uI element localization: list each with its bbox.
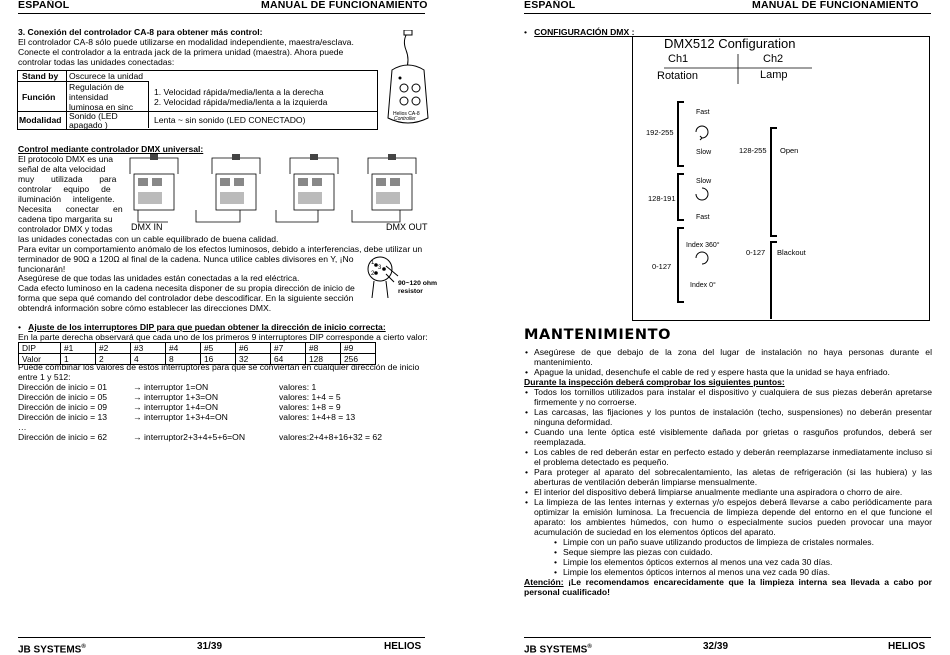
maintenance-bullet: • Apague la unidad, desenchufe el cable de red y espere hasta que la unidad se haya enfriado. — [524, 367, 932, 377]
maintenance-bullet: • Asegúrese de que debajo de la zona del lugar de instalación no haya personas durante el mantenimiento. — [524, 347, 932, 367]
chart-range1: 192-255 — [646, 128, 674, 137]
dip-combine-line2: entre 1 y 512: — [18, 372, 71, 382]
dip-section-title: Ajuste de los interruptores DIP para que puedan obtener la dirección de inicio correcta: — [28, 322, 386, 332]
address-values: valores: 1+8 = 9 — [279, 402, 341, 412]
chart-lamp-range1: 128-255 — [739, 146, 767, 155]
controller-label2: Controller — [394, 116, 416, 122]
cleaning-sub-bullet: • Limpie los elementos ópticos externos al menos una vez cada 30 días. — [554, 557, 932, 567]
address-label: … — [18, 422, 27, 432]
right-footer-model: HELIOS — [888, 641, 926, 652]
left-footer-page: 31/39 — [197, 641, 223, 652]
left-header-rule — [18, 13, 425, 14]
address-values: valores: 1 — [279, 382, 317, 392]
address-label: Dirección de inicio = 01 — [18, 382, 108, 392]
right-header-title: MANUAL DE FUNCIONAMIENTO — [752, 0, 919, 11]
dip-value-cell: 4 — [131, 354, 166, 365]
dmx-para2: Para evitar un comportamiento anómalo de los efectos luminosos, debido a interferencias, debe utilizar un — [18, 244, 423, 254]
cleaning-sub-bullet: • Limpie los elementos ópticos internos al menos una vez cada 90 días. — [554, 567, 932, 577]
dip-header-cell: #6 — [236, 343, 271, 354]
left-footer-brand: JB SYSTEMS® — [18, 644, 86, 655]
address-values: valores: 1+4 = 5 — [279, 392, 341, 402]
modalidad-label: Modalidad — [19, 115, 62, 125]
chart-ch1-func: Rotation — [657, 70, 698, 82]
address-label: Dirección de inicio = 09 — [18, 402, 108, 412]
dmx-para1: las unidades conectadas con un cable equilibrado de buena calidad. — [18, 234, 279, 244]
dip-header-cell: #8 — [306, 343, 341, 354]
modalidad-desc2: apagado ) — [69, 120, 108, 130]
dmx-intro-line: iluminación inteligente. — [18, 194, 115, 204]
chart-range3: 0-127 — [652, 262, 672, 271]
dmx-intro-line: muy utilizada para — [18, 174, 117, 184]
maintenance-body — [524, 347, 932, 597]
config-title: CONFIGURACIÓN DMX : — [534, 27, 635, 37]
chart-index360: Index 360° — [686, 242, 720, 249]
dmx-section-title: Control mediante controlador DMX universal: — [18, 144, 204, 154]
dmx-intro-line: El protocolo DMX es una — [18, 154, 114, 164]
maintenance-title: MANTENIMIENTO — [524, 327, 671, 343]
left-header-lang: ESPAÑOL — [18, 0, 70, 11]
address-values: valores:2+4+8+16+32 = 62 — [279, 432, 382, 442]
modalidad-value: Lenta ~ sin sonido (LED CONECTADO) — [154, 115, 306, 125]
address-label: Dirección de inicio = 62 — [18, 432, 108, 442]
right-footer-brand: JB SYSTEMS® — [524, 644, 592, 655]
address-switch: interruptor 1+3+4=ON — [144, 412, 228, 422]
dip-header-cell: #3 — [131, 343, 166, 354]
left-footer-model: HELIOS — [384, 641, 422, 652]
fixture-unit — [130, 154, 178, 210]
cleaning-sub-bullet: • Seque siempre las piezas con cuidado. — [554, 547, 932, 557]
xlr-pin3: 3 — [378, 265, 382, 271]
dip-bullet: • — [18, 322, 29, 332]
chart-range2: 128-191 — [648, 194, 676, 203]
xlr-pin1: 1 — [371, 260, 375, 266]
dmx-intro-line: controlador DMX y todas — [18, 224, 113, 234]
arrow-icon: → — [133, 382, 142, 392]
inspection-bullet: • El interior del dispositivo deberá limpiarse anualmente mediante una aspiradora o chorro de aire. — [524, 487, 932, 497]
dip-header-cell: #2 — [96, 343, 131, 354]
inspection-bullet: • Las carcasas, las fijaciones y los puntos de instalación (techo, suspensiones) no deberán presentar ninguna deformidad. — [524, 407, 932, 427]
dmx-para3: terminador de 90Ω a 120Ω al final de la cadena. Nunca utilice cables divisores en Y, ¡No — [18, 254, 354, 264]
chart-ch2-func: Lamp — [760, 69, 788, 81]
left-header-title: MANUAL DE FUNCIONAMIENTO — [261, 0, 428, 11]
chart-lamp-range2: 0-127 — [746, 248, 766, 257]
dip-value-cell: Valor — [19, 354, 61, 365]
right-header-rule — [524, 13, 931, 14]
fixture-unit — [368, 154, 416, 210]
dip-value-cell: 1 — [61, 354, 96, 365]
fixture-unit — [290, 154, 338, 210]
arrow-icon: → — [133, 412, 142, 422]
xlr-terminator-illustration — [364, 252, 402, 302]
controller-label1: Helios CA-8 — [393, 111, 420, 117]
attention-note: Atención: ¡Le recomendamos encarecidamente que la limpieza interna sea llevada a cabo por personal cualificado! — [524, 577, 932, 597]
dip-value-cell: 8 — [166, 354, 201, 365]
inspection-bullet: • La limpieza de las lentes internas y externas y/o espejos deberá llevarse a cabo periódicamente para optimizar la emisión luminosa. La frecuencia de limpieza depende del entorno en el que funcione el aparato: los ambientes húmedos, con humo o especialmente sucios pueden provocar una mayor acumulación de suciedad en los elementos ópticos del aparato. — [524, 497, 932, 537]
dip-value-cell: 128 — [306, 354, 341, 365]
standby-value: Oscurece la unidad — [69, 71, 144, 81]
dmx-in-label: DMX IN — [131, 222, 163, 232]
funcion-desc3: luminosa en sinc — [69, 102, 134, 112]
arrow-icon: → — [133, 392, 142, 402]
standby-label: Stand by — [22, 71, 59, 81]
dip-section-title-row — [18, 322, 386, 332]
arrow-icon: → — [133, 432, 142, 442]
resistor-label2: resistor — [398, 288, 423, 295]
address-values: valores: 1+4+8 = 13 — [279, 412, 356, 422]
inspection-bullet: • Los cables de red deberán estar en perfecto estado y deberán reemplazarse inmediatamente incluso si el problema detectado es pequeño. — [524, 447, 932, 467]
dip-combine-line1: Puede combinar los valores de estos interruptores para que se conviertan en cualquier dirección de inicio — [18, 362, 420, 372]
modalidad-desc1: Sonido (LED — [69, 111, 118, 121]
chart-fast: Fast — [696, 109, 710, 116]
right-header-lang: ESPAÑOL — [524, 0, 576, 11]
dmx-intro-text — [18, 154, 123, 234]
address-label: Dirección de inicio = 13 — [18, 412, 108, 422]
section3-title: 3. Conexión del controlador CA-8 para obtener más control: — [18, 27, 263, 37]
dip-value-cell: 256 — [341, 354, 376, 365]
inspection-title: Durante la inspección deberá comprobar los siguientes puntos: — [524, 377, 785, 387]
section3-line1: El controlador CA-8 sólo puede utilizarse en modalidad independiente, maestra/esclava. — [18, 37, 354, 47]
inspection-bullet: • Cuando una lente óptica esté visiblemente dañada por grietas o rasguños profundos, deberá ser reemplazada. — [524, 427, 932, 447]
chart-ch1: Ch1 — [668, 53, 689, 65]
chart-lamp-open: Open — [780, 146, 799, 155]
dip-header-cell: DIP — [19, 343, 61, 354]
dmx-para7: forma que sepa qué comando del controlador debe descodificar. En la siguiente sección — [18, 293, 354, 303]
xlr-pin2: 2 — [371, 271, 375, 277]
dip-intro: En la parte derecha observará que cada uno de los primeros 9 interruptores DIP corresponde a cierto valor: — [18, 332, 428, 342]
resistor-label1: 90~120 ohm — [398, 280, 438, 287]
right-footer-rule — [524, 637, 931, 638]
address-switch: interruptor 1+4=ON — [144, 402, 219, 412]
section3-line2: Conecte el controlador a la entrada jack de la primera unidad (maestra). Ahora puede — [18, 47, 344, 57]
chart-index0: Index 0° — [690, 282, 716, 289]
chart-ch2: Ch2 — [763, 53, 784, 65]
inspection-bullet: • Todos los tornillos utilizados para instalar el dispositivo y cualquiera de sus piezas deberán apretarse firmemente y no corroerse. — [524, 387, 932, 407]
dmx-para8: obtendrá información sobre cómo establecer las direcciones DMX. — [18, 303, 272, 313]
dmx-para4: funcionarán! — [18, 264, 66, 274]
dmx-intro-line: controlar equipo de — [18, 184, 111, 194]
inspection-bullet: • Para proteger al aparato del sobrecalentamiento, las aletas de refrigeración (si las hubiera) y las aberturas de ventilación deberán limpiarse mensualmente. — [524, 467, 932, 487]
arrow-icon: → — [133, 402, 142, 412]
dip-value-cell: 2 — [96, 354, 131, 365]
fixture-unit — [212, 154, 260, 210]
address-switch: interruptor 1+3=ON — [144, 392, 219, 402]
dmx-intro-line: señal de alta velocidad — [18, 164, 106, 174]
chart-lamp-blackout: Blackout — [777, 248, 806, 257]
dip-value-cell: 32 — [236, 354, 271, 365]
dmx-out-label: DMX OUT — [386, 222, 428, 232]
chart-slow: Slow — [696, 149, 712, 156]
dip-header-cell: #1 — [61, 343, 96, 354]
chart-slow2: Slow — [696, 178, 712, 185]
left-footer-rule — [18, 637, 425, 638]
funcion-opt1: 1. Velocidad rápida/media/lenta a la derecha — [154, 87, 324, 97]
dip-header-cell: #9 — [341, 343, 376, 354]
funcion-desc2: intensidad — [69, 92, 109, 102]
address-switch: interruptor2+3+4+5+6=ON — [144, 432, 246, 442]
dmx-chain-illustration — [128, 152, 428, 232]
cleaning-sub-bullet: • Limpie con un paño suave utilizando productos de limpieza de cristales normales. — [554, 537, 932, 547]
chart-title: DMX512 Configuration — [664, 36, 796, 51]
chart-graphics — [632, 36, 928, 319]
config-title-row: • CONFIGURACIÓN DMX : — [524, 27, 635, 37]
dip-value-cell: 64 — [271, 354, 306, 365]
dmx-para5: Asegúrese de que todas las unidades están conectadas a la red eléctrica. — [18, 273, 300, 283]
chart-fast2: Fast — [696, 214, 710, 221]
address-label: Dirección de inicio = 05 — [18, 392, 108, 402]
dip-header-cell: #7 — [271, 343, 306, 354]
funcion-opt2: 2. Velocidad rápida/media/lenta a la izquierda — [154, 97, 328, 107]
dip-header-cell: #5 — [201, 343, 236, 354]
dmx-intro-line: cadena tipo margarita su — [18, 214, 113, 224]
address-switch: interruptor 1=ON — [144, 382, 209, 392]
dip-value-cell: 16 — [201, 354, 236, 365]
dmx-para6: Cada efecto luminoso en la cadena necesita disponer de su propia dirección de inicio de — [18, 283, 355, 293]
dip-header-cell: #4 — [166, 343, 201, 354]
funcion-label: Función — [22, 92, 56, 102]
right-footer-page: 32/39 — [703, 641, 729, 652]
funcion-desc1: Regulación de — [69, 82, 124, 92]
dmx-intro-line: Necesita conectar en — [18, 204, 123, 214]
section3-line3: controlar todas las unidades conectadas: — [18, 57, 175, 67]
